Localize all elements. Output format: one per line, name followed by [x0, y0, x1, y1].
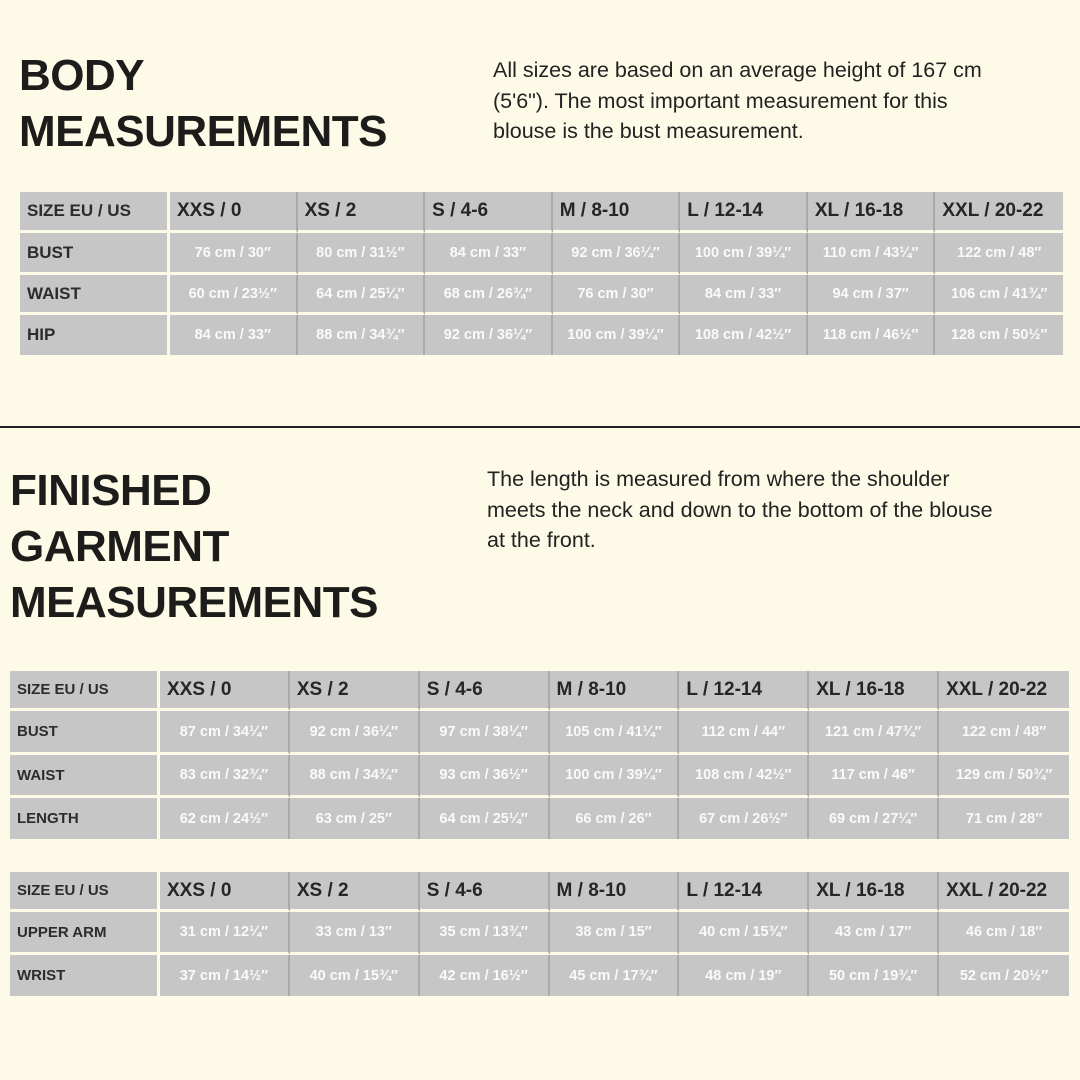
- table-row: [10, 955, 1069, 996]
- measurement-cell: 37 cm / 14½″: [160, 955, 290, 996]
- measurement-cell: 105 cm / 41¼″: [550, 711, 680, 755]
- size-column-header: M / 8-10: [550, 671, 680, 711]
- row-label: BUST: [10, 711, 160, 755]
- body-measurements-table: [20, 192, 1063, 355]
- title-line: GARMENT: [10, 522, 229, 571]
- title-line: FINISHED: [10, 466, 212, 515]
- measurement-cell: 66 cm / 26″: [550, 798, 680, 839]
- measurement-cell: 43 cm / 17″: [809, 912, 939, 955]
- measurement-cell: 64 cm / 25¼″: [298, 275, 426, 315]
- section-divider: [0, 426, 1080, 428]
- measurement-cell: 88 cm / 34¾″: [290, 755, 420, 798]
- size-header-label: SIZE EU / US: [10, 872, 160, 912]
- measurement-cell: 88 cm / 34¾″: [298, 315, 426, 355]
- size-column-header: XXS / 0: [160, 872, 290, 912]
- table-header-row: [20, 192, 1063, 233]
- size-column-header: L / 12-14: [679, 872, 809, 912]
- measurement-cell: 110 cm / 43¼″: [808, 233, 936, 275]
- table-row: [10, 755, 1069, 798]
- measurement-cell: 35 cm / 13¾″: [420, 912, 550, 955]
- measurement-cell: 40 cm / 15¾″: [679, 912, 809, 955]
- size-column-header: XS / 2: [298, 192, 426, 233]
- measurement-cell: 46 cm / 18″: [939, 912, 1069, 955]
- size-column-header: XL / 16-18: [808, 192, 936, 233]
- measurement-cell: 76 cm / 30″: [553, 275, 681, 315]
- intro-line: meets the neck and down to the bottom of the blouse: [487, 497, 993, 522]
- intro-line: The length is measured from where the shoulder: [487, 467, 950, 491]
- measurement-cell: 92 cm / 36¼″: [290, 711, 420, 755]
- size-column-header: S / 4-6: [420, 671, 550, 711]
- row-label: HIP: [20, 315, 170, 355]
- measurement-cell: 33 cm / 13″: [290, 912, 420, 955]
- size-column-header: L / 12-14: [680, 192, 808, 233]
- measurement-cell: 69 cm / 27¼″: [809, 798, 939, 839]
- garment-measurements-title: [10, 463, 378, 631]
- row-label: WAIST: [10, 755, 160, 798]
- row-label: BUST: [20, 233, 170, 275]
- size-column-header: XXL / 20-22: [935, 192, 1063, 233]
- measurement-cell: 129 cm / 50¾″: [939, 755, 1069, 798]
- body-measurements-intro: [493, 55, 982, 147]
- measurement-cell: 42 cm / 16½″: [420, 955, 550, 996]
- measurement-cell: 64 cm / 25¼″: [420, 798, 550, 839]
- title-line: MEASUREMENTS: [10, 578, 379, 627]
- measurement-cell: 48 cm / 19″: [679, 955, 809, 996]
- measurement-cell: 84 cm / 33″: [680, 275, 808, 315]
- body-measurements-title: [19, 48, 387, 160]
- measurement-cell: 84 cm / 33″: [425, 233, 553, 275]
- intro-line: (5'6"). The most important measurement for this: [493, 88, 948, 113]
- row-label: WAIST: [20, 275, 170, 315]
- intro-line: All sizes are based on an average height of 167 cm: [493, 58, 982, 82]
- size-column-header: XXL / 20-22: [939, 872, 1069, 912]
- table-row: [10, 912, 1069, 955]
- size-header-label: SIZE EU / US: [20, 192, 170, 233]
- measurement-cell: 50 cm / 19¾″: [809, 955, 939, 996]
- measurement-cell: 128 cm / 50½″: [935, 315, 1063, 355]
- measurement-cell: 68 cm / 26¾″: [425, 275, 553, 315]
- measurement-cell: 62 cm / 24½″: [160, 798, 290, 839]
- size-column-header: XS / 2: [290, 671, 420, 711]
- intro-line: blouse is the bust measurement.: [493, 119, 804, 143]
- size-column-header: S / 4-6: [425, 192, 553, 233]
- measurement-cell: 52 cm / 20½″: [939, 955, 1069, 996]
- size-column-header: S / 4-6: [420, 872, 550, 912]
- measurement-cell: 45 cm / 17¾″: [550, 955, 680, 996]
- measurement-cell: 122 cm / 48″: [939, 711, 1069, 755]
- table-row: [10, 711, 1069, 755]
- size-column-header: XXS / 0: [160, 671, 290, 711]
- table-row: [10, 798, 1069, 839]
- measurement-cell: 93 cm / 36½″: [420, 755, 550, 798]
- sleeve-measurements-table: [10, 872, 1069, 996]
- measurement-cell: 118 cm / 46½″: [808, 315, 936, 355]
- row-label: LENGTH: [10, 798, 160, 839]
- size-column-header: XL / 16-18: [809, 671, 939, 711]
- measurement-cell: 71 cm / 28″: [939, 798, 1069, 839]
- garment-measurements-table: [10, 671, 1069, 839]
- measurement-cell: 122 cm / 48″: [935, 233, 1063, 275]
- measurement-cell: 100 cm / 39¼″: [680, 233, 808, 275]
- table-row: [20, 233, 1063, 275]
- table-header-row: [10, 872, 1069, 912]
- measurement-cell: 31 cm / 12¼″: [160, 912, 290, 955]
- size-column-header: M / 8-10: [553, 192, 681, 233]
- table-row: [20, 315, 1063, 355]
- size-column-header: XXL / 20-22: [939, 671, 1069, 711]
- size-column-header: XL / 16-18: [809, 872, 939, 912]
- size-column-header: L / 12-14: [679, 671, 809, 711]
- table-header-row: [10, 671, 1069, 711]
- measurement-cell: 40 cm / 15¾″: [290, 955, 420, 996]
- measurement-cell: 108 cm / 42½″: [679, 755, 809, 798]
- measurement-cell: 92 cm / 36¼″: [425, 315, 553, 355]
- measurement-cell: 63 cm / 25″: [290, 798, 420, 839]
- measurement-cell: 112 cm / 44″: [679, 711, 809, 755]
- row-label: WRIST: [10, 955, 160, 996]
- measurement-cell: 94 cm / 37″: [808, 275, 936, 315]
- measurement-cell: 92 cm / 36¼″: [553, 233, 681, 275]
- size-column-header: XXS / 0: [170, 192, 298, 233]
- measurement-cell: 60 cm / 23½″: [170, 275, 298, 315]
- measurement-cell: 38 cm / 15″: [550, 912, 680, 955]
- intro-line: at the front.: [487, 528, 596, 552]
- size-header-label: SIZE EU / US: [10, 671, 160, 711]
- measurement-cell: 80 cm / 31½″: [298, 233, 426, 275]
- measurement-cell: 84 cm / 33″: [170, 315, 298, 355]
- table-row: [20, 275, 1063, 315]
- garment-measurements-intro: [487, 464, 993, 556]
- measurement-cell: 87 cm / 34¼″: [160, 711, 290, 755]
- measurement-cell: 76 cm / 30″: [170, 233, 298, 275]
- measurement-cell: 108 cm / 42½″: [680, 315, 808, 355]
- measurement-cell: 83 cm / 32¾″: [160, 755, 290, 798]
- measurement-cell: 106 cm / 41¾″: [935, 275, 1063, 315]
- measurement-cell: 97 cm / 38¼″: [420, 711, 550, 755]
- row-label: UPPER ARM: [10, 912, 160, 955]
- measurement-cell: 100 cm / 39¼″: [553, 315, 681, 355]
- title-line: MEASUREMENTS: [19, 107, 388, 156]
- measurement-cell: 100 cm / 39¼″: [550, 755, 680, 798]
- measurement-cell: 117 cm / 46″: [809, 755, 939, 798]
- measurement-cell: 67 cm / 26½″: [679, 798, 809, 839]
- title-line: BODY: [19, 51, 145, 100]
- measurement-cell: 121 cm / 47¾″: [809, 711, 939, 755]
- size-column-header: M / 8-10: [550, 872, 680, 912]
- size-column-header: XS / 2: [290, 872, 420, 912]
